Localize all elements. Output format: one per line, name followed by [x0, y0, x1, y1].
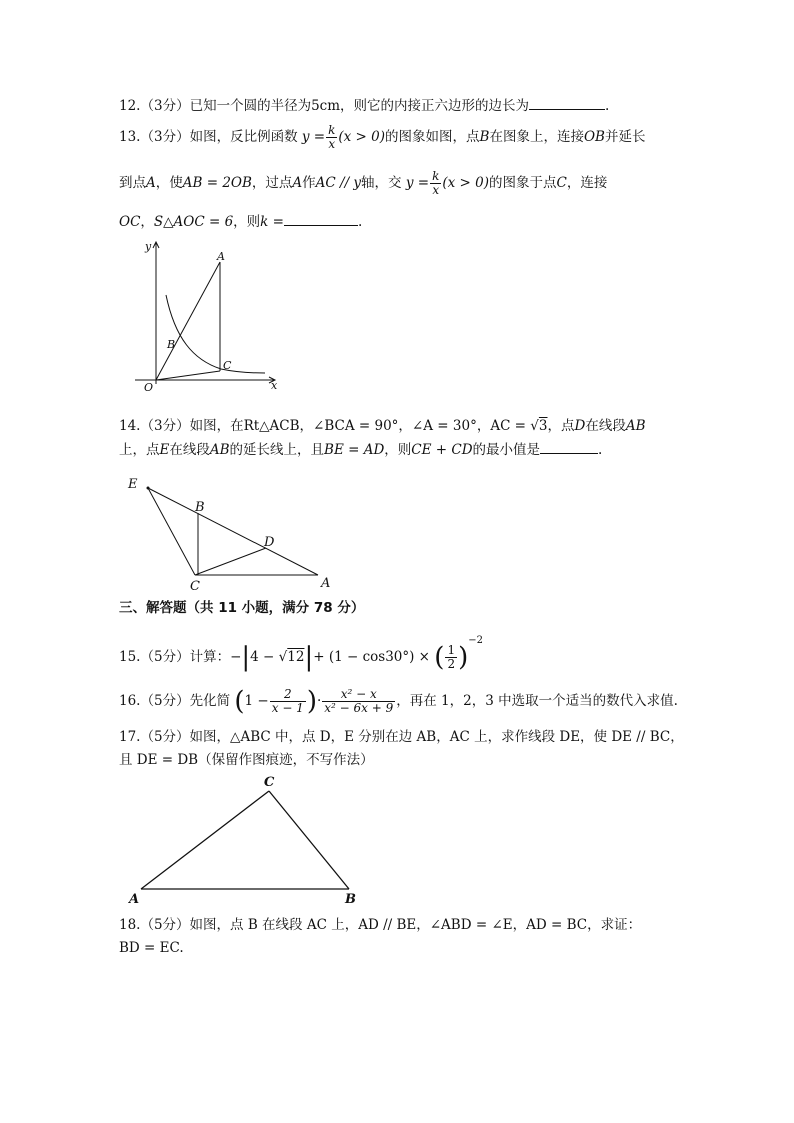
q14-l2-b: 在线段	[169, 442, 210, 458]
q13-l2-b: ，使	[155, 175, 183, 191]
q13-s-aoc: S△AOC = 6	[153, 214, 234, 230]
q13-frac-num: k	[328, 123, 336, 137]
q13-l2-a: 到点	[119, 175, 146, 191]
q14-seg-cd	[195, 548, 266, 575]
q17-label-a: A	[129, 892, 140, 907]
q13-figure	[125, 238, 285, 393]
q16-frac2	[322, 688, 395, 715]
q15-half	[445, 644, 457, 671]
q13-cond: (x > 0)	[338, 129, 386, 145]
q14-seg-ab2: AB	[209, 442, 230, 458]
q13-pt-c: C	[556, 175, 567, 191]
q15-abs-right: |	[304, 642, 314, 673]
q12-text: 已知一个圆的半径为5cm，则它的内接正六边形的边长为	[189, 98, 530, 114]
q14-l2-c: 的延长线上，且	[229, 442, 325, 458]
q13-ab-eq: AB = 2OB	[182, 175, 252, 191]
q14-seg-ea	[148, 488, 318, 575]
q14-label-c: C	[190, 579, 200, 594]
q13-label-y: y	[145, 240, 152, 253]
q17-label-b: B	[345, 892, 356, 907]
q15-paren-right: )	[458, 642, 469, 673]
q15-text: 计算：	[189, 649, 231, 665]
q17-line1: 17.（5分）如图，△ABC 中，点 D，E 分别在边 AB，AC 上，求作线段 DE，使 DE // BC，	[119, 729, 684, 745]
q14-pt-d: D	[574, 418, 586, 434]
q14-line1	[119, 417, 646, 435]
q14-label-a: A	[321, 576, 331, 591]
q14-l2-e: 的最小值是	[472, 442, 541, 458]
q17-seg-ac	[141, 791, 269, 889]
q14-l1: 如图，在Rt△ACB，∠BCA = 90°，∠A = 30°，AC =	[189, 418, 526, 434]
q17-figure	[125, 772, 365, 907]
q12-end: .	[605, 98, 610, 114]
q14-number: 14.	[119, 418, 141, 434]
q13-label-c: C	[223, 359, 232, 372]
q18-line2: BD = EC.	[119, 940, 184, 956]
q16-f2-den: x² − 6x + 9	[324, 701, 394, 715]
q13-label-o: O	[144, 381, 154, 393]
q16-f1-den: x − 1	[271, 701, 304, 715]
q13-answer-blank	[284, 213, 358, 226]
q14-sqrt-val: 3	[538, 418, 548, 434]
q13-l2-c: ，过点	[251, 175, 293, 191]
q14-seg-ab: AB	[625, 418, 646, 434]
q12-line	[119, 97, 609, 115]
q17-seg-bc	[269, 791, 349, 889]
q13-frac2	[430, 170, 441, 197]
q13-l2-f: 的图象于点	[489, 175, 557, 191]
q15-line: 15.（5分）计算：−|4 − √12|+ (1 − cos30°) × ( $\frac{1}{2}$ )$^{-2}$	[119, 635, 483, 673]
q16-score: （5分）	[140, 693, 190, 709]
q16-line	[119, 688, 678, 715]
q13-text-d: 并延长	[604, 129, 646, 145]
q13-frac	[326, 124, 337, 151]
q13-pt-b: B	[479, 129, 490, 145]
q16-frac1	[270, 688, 306, 715]
q13-label-a: A	[217, 250, 225, 263]
q14-label-e: E	[128, 477, 138, 492]
q13-l3-b: ，则	[233, 214, 261, 230]
q13-frac2-num: k	[432, 169, 440, 183]
q16-f1-num: 2	[270, 688, 306, 702]
q14-label-d: D	[264, 535, 275, 550]
q13-line2	[119, 170, 607, 197]
q13-l2-e: 轴，交	[361, 175, 402, 191]
q16-text-b: ，再在 1，2，3 中选取一个适当的数代入求值.	[396, 693, 678, 709]
q16-text: 先化简	[189, 693, 231, 709]
q15-paren-left: (	[434, 642, 445, 673]
q14-figure	[120, 470, 350, 598]
q17-line2: 且 DE = DB（保留作图痕迹，不写作法）	[119, 752, 374, 768]
q13-l2-d: 作	[302, 175, 316, 191]
q14-l2-d: ，则	[384, 442, 412, 458]
q13-func2-lhs: y =	[405, 175, 430, 191]
q16-f2-num: x² − x	[322, 688, 395, 702]
q15-half-den: 2	[447, 657, 456, 671]
q15-half-num: 1	[447, 643, 456, 657]
q14-l2-a: 上，点	[119, 442, 160, 458]
q13-number: 13.	[119, 129, 141, 145]
q17-label-c: C	[264, 775, 275, 790]
q15-number: 15.	[119, 649, 141, 665]
q15-expr-b: + (1 − cos30°) ×	[313, 649, 430, 665]
section3-title: 三、解答题（共 11 小题，满分 78 分）	[119, 600, 365, 616]
q13-ac-par: AC // y	[315, 175, 362, 191]
q14-pt-e: E	[159, 442, 170, 458]
q13-label-b: B	[167, 338, 176, 351]
q14-label-b: B	[195, 500, 205, 515]
q13-frac-den: x	[328, 137, 336, 151]
q14-l1-b: ，点	[547, 418, 575, 434]
q14-point-e	[147, 487, 150, 490]
q13-label-x: x	[271, 379, 278, 392]
q16-paren-right: )	[306, 686, 317, 717]
q14-sqrt: √3	[530, 418, 548, 434]
q12-number: 12.	[119, 98, 141, 114]
q14-score: （3分）	[140, 418, 190, 434]
q13-text-b: 的图象如图，点	[385, 129, 480, 145]
q16-paren-left: (	[234, 686, 245, 717]
q13-l2-g: ，连接	[566, 175, 608, 191]
q12-score: （3分）	[140, 98, 190, 114]
q15-exp: −2	[468, 635, 483, 646]
q16-dot: ·	[316, 693, 322, 709]
q15-score: （5分）	[140, 649, 190, 665]
q13-text-c: 在图象上，连接	[489, 129, 584, 145]
q13-line1	[119, 124, 645, 151]
q15-sqrt-val: 12	[287, 649, 305, 665]
q13-seg-oc	[156, 371, 220, 380]
q15-abs-left: |	[241, 642, 251, 673]
q14-end: .	[598, 442, 603, 458]
q18-line1: 18.（5分）如图，点 B 在线段 AC 上，AD // BE，∠ABD = ∠E，AD = BC，求证：	[119, 917, 642, 933]
q13-frac2-den: x	[432, 183, 440, 197]
q13-pt-a: A	[146, 175, 156, 191]
q13-end: .	[357, 214, 363, 230]
q14-l1-c: 在线段	[585, 418, 626, 434]
q12-answer-blank	[529, 97, 605, 110]
q13-seg-oa	[156, 262, 220, 380]
q15-minus: −	[230, 649, 242, 665]
q16-one-minus: 1 −	[244, 693, 269, 709]
q14-be-ad: BE = AD	[324, 442, 385, 458]
q13-func-lhs: y =	[301, 129, 326, 145]
q13-ob: OB	[583, 129, 605, 145]
q15-abs-inner: 4 −	[250, 649, 275, 665]
q14-answer-blank	[540, 441, 598, 454]
q14-line2	[119, 441, 602, 459]
q13-text-a: 如图，反比例函数	[189, 129, 298, 145]
q13-line3: OC，S△AOC = 6，则k = .	[119, 214, 363, 230]
q13-oc: OC	[119, 214, 141, 230]
q13-cond2: (x > 0)	[442, 175, 489, 191]
q13-score: （3分）	[140, 129, 190, 145]
q14-seg-ec	[148, 488, 195, 575]
q16-number: 16.	[119, 693, 141, 709]
q13-k: k =	[260, 214, 284, 230]
q13-pt-a2: A	[292, 175, 303, 191]
q14-ce-cd: CE + CD	[411, 442, 473, 458]
